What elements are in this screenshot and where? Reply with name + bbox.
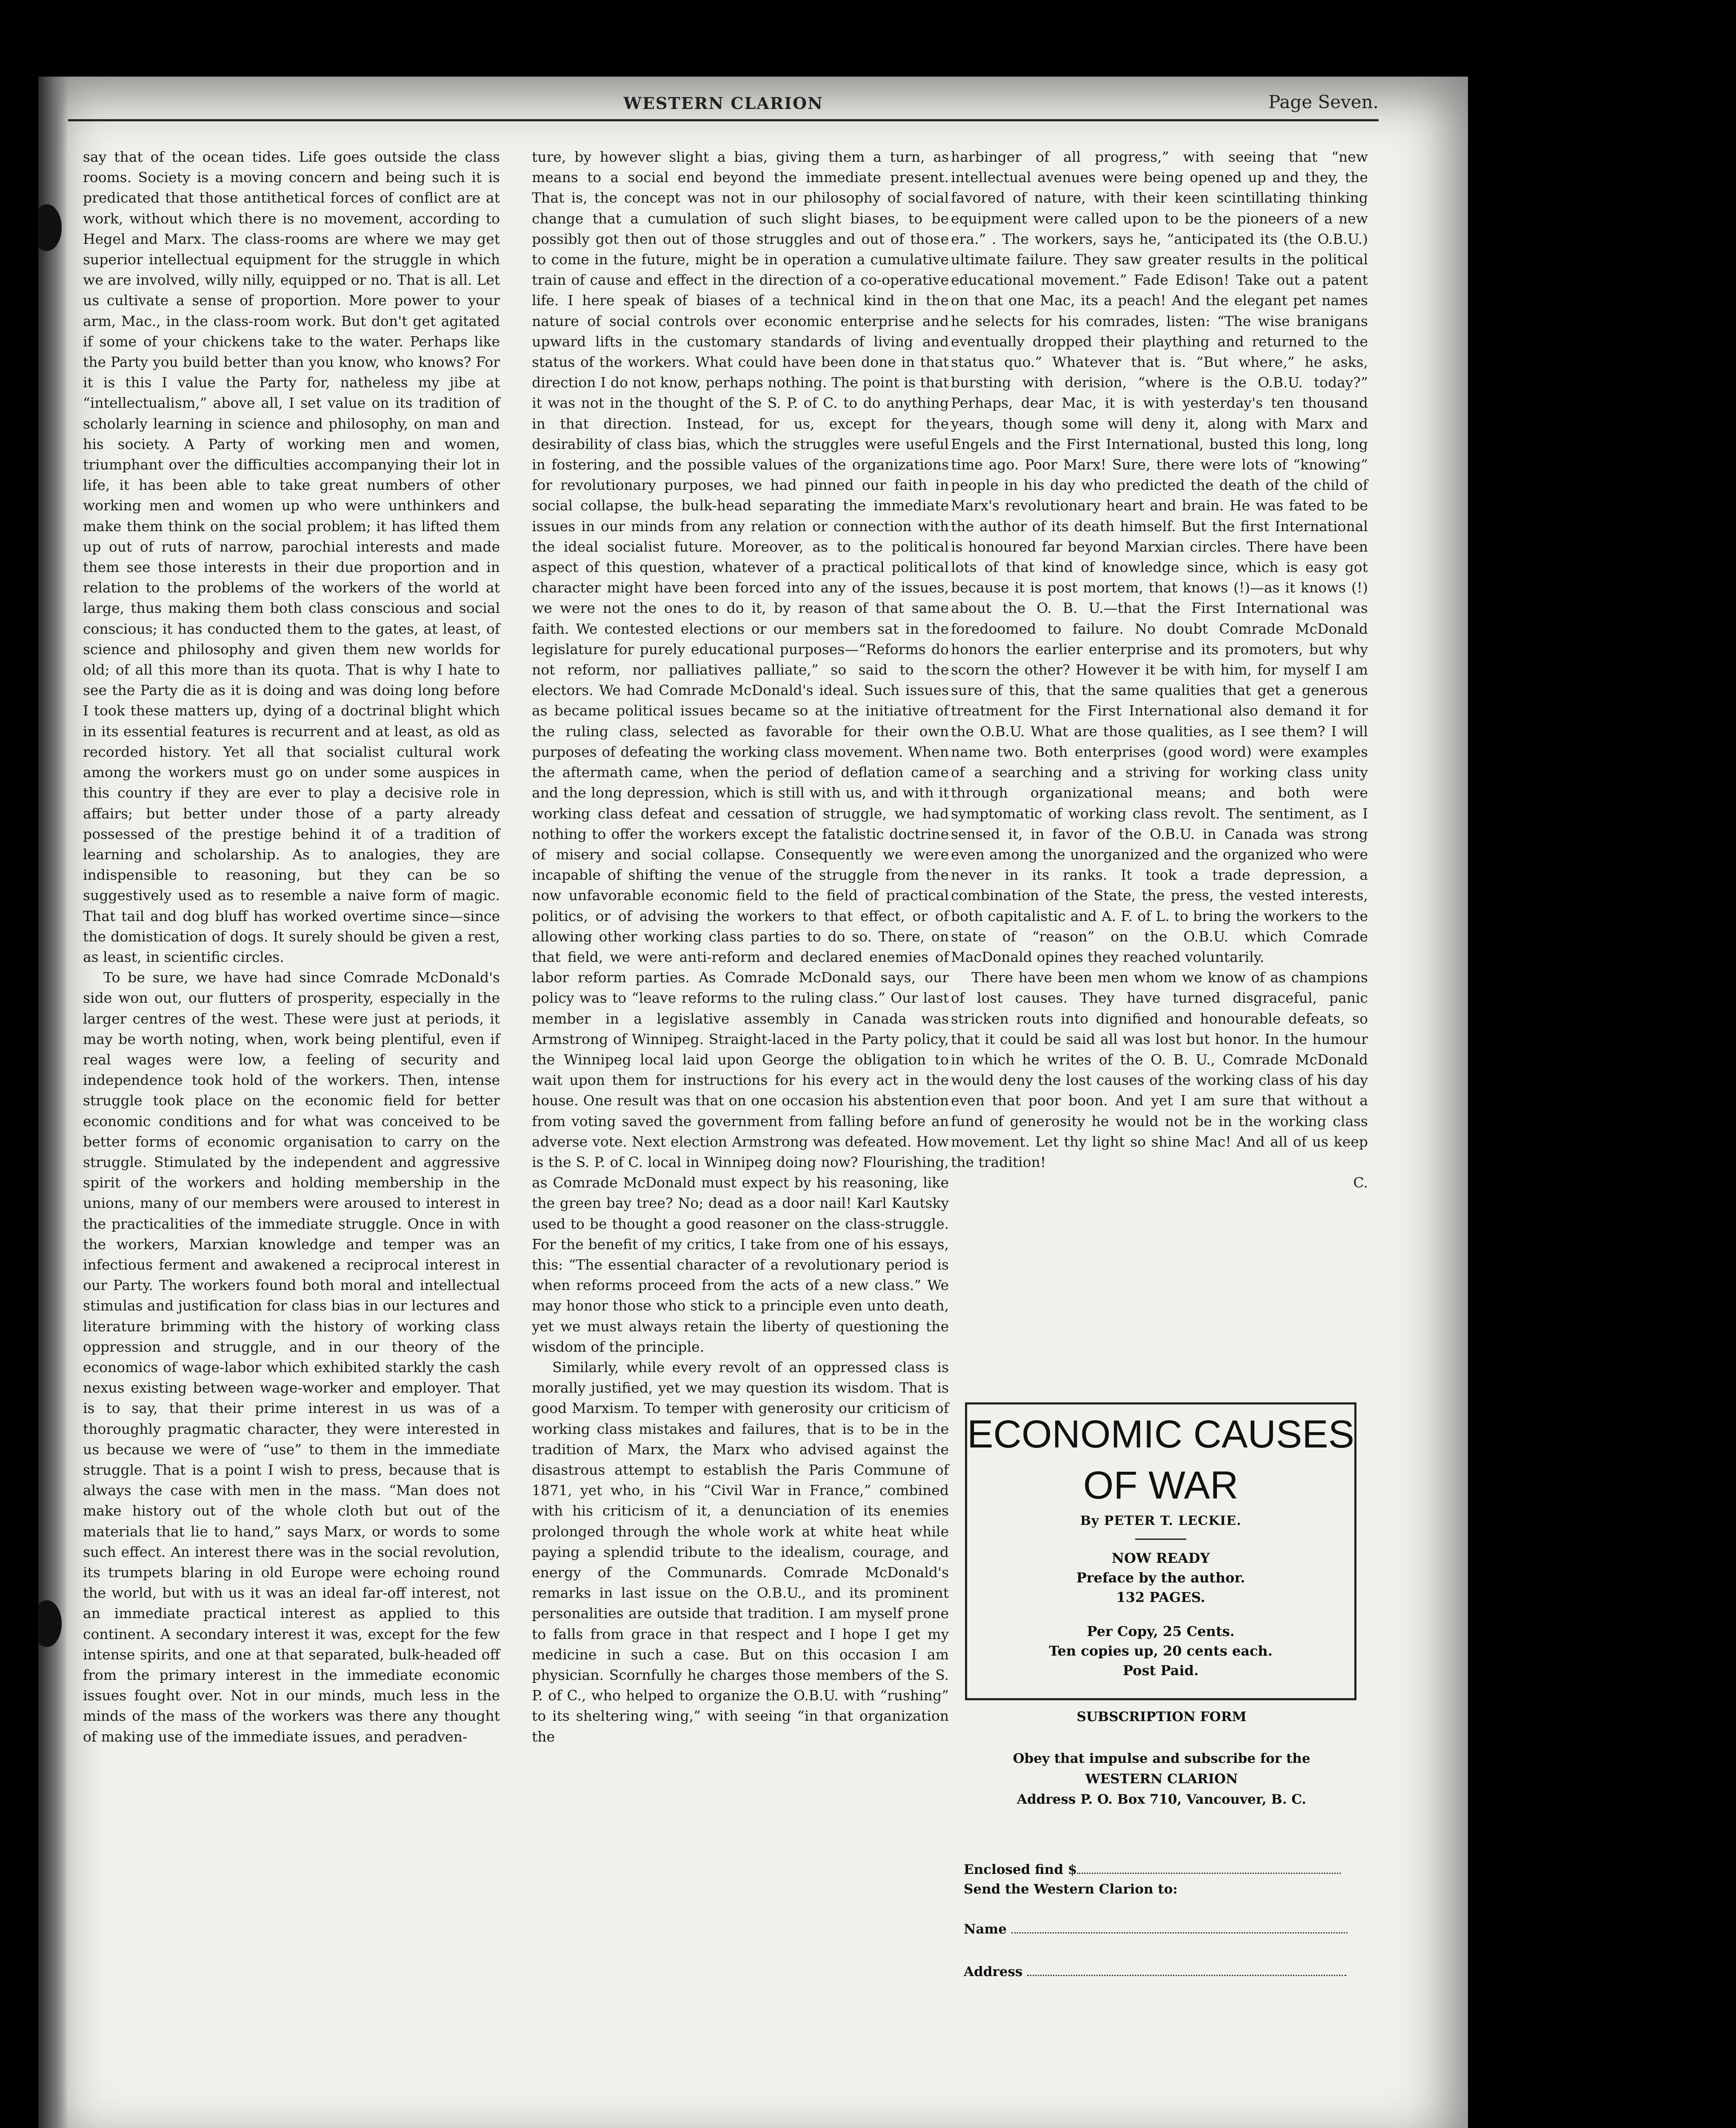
ad-pages: 132 PAGES.: [1116, 1589, 1205, 1605]
article-paragraph: ture, by however slight a bias, giving them a turn, as means to a social end beyond the immediate present. That is, the concept was not in our philosophy of social change that a cumulation of such slight biases, to be possibly got then out of those struggles and out of those to come in the future, might be in operation a cumulative train of cause and effect in the direction of a co-operative life. I here speak of biases of a technical kind in the nature of social controls over economic enterprise and upward lifts in the customary standards of living and status of the workers. What could have been done in that direction I do not know, perhaps nothing. The point is that it was not in the thought of the S. P. of C. to do anything in that direction. Instead, for us, except for the desirability of class bias, which the struggles were useful in fostering, and the possible values of the organizations for revolutionary purposes, we had pinned our faith in social collapse, the bulk-head separating the immediate issues in our minds from any relation or connection with the ideal socialist future. Moreover, as to the political aspect of this question, whatever of a practical political character might have been forced into any of the issues, we were not the ones to do it, by reason of that same faith. We contested elections or our members sat in the legislature for purely educational purposes—“Reforms do not reform, nor palliatives palliate,” so said to the electors. We had Comrade McDonald's ideal. Such issues as became political issues became so at the initiative of the ruling class, selected as favorable for their own purposes of defeating the working class movement. When the aftermath came, when the period of deflation came and the long depression, which is still with us, and with it working class defeat and cessation of struggle, we had nothing to offer the workers except the fatalistic doctrine of misery and social collapse. Consequently we were incapable of shifting the venue of the struggle from the now unfavorable economic field to the field of practical politics, or of advising the workers to that effect, or of allowing other working class parties to do so. There, on that field, we were anti-reform and declared enemies of labor reform parties. As Comrade McDonald says, our policy was to “leave reforms to the ruling class.” Our last member in a legislative assembly in Canada was Armstrong of Winnipeg. Straight-laced in the Party policy, the Winnipeg local laid upon George the obligation to wait upon them for instructions for his every act in the house. One result was that on one occasion his abstention from voting saved the government from falling before an adverse vote. Next election Armstrong was defeated. How is the S. P. of C. local in Winnipeg doing now? Flourishing, as Comrade McDonald must expect by his reasoning, like the green bay tree? No; dead as a door nail! Karl Kautsky used to be thought a good reasoner on the class-struggle. For the benefit of my critics, I take from one of his essays, this: “The essential character of a revolutionary period is when reforms proceed from the acts of a new class.” We may honor those who stick to a principle even unto death, yet we must always retain the liberty of questioning the wisdom of the principle.: [532, 149, 949, 1355]
name-row: [964, 1919, 1359, 1939]
page-number: Page Seven.: [1268, 92, 1379, 112]
article-paragraph: To be sure, we have had since Comrade McDonald's side won out, our flutters of prosperity, especially in the larger centres of the west. These were just at periods, it may be worth noting, when, work being plentiful, even if real wages were low, a feeling of security and independence took hold of the workers. Then, intense struggle took place on the economic field for better economic conditions and for what was conceived to be better forms of economic organisation to carry on the struggle. Stimulated by the independent and aggressive spirit of the workers and holding membership in the unions, many of our members were aroused to interest in the practicalities of the immediate struggle. Once in with the workers, Marxian knowledge and temper was an infectious ferment and awakened a reciprocal interest in our Party. The workers found both moral and intellectual stimulas and justification for class bias in our lectures and literature brimming with the history of working class oppression and struggle, and in our theory of the economics of wage-labor which exhibited starkly the cash nexus existing between wage-worker and employer. That is to say, that their prime interest in us was of a thoroughly pragmatic character, they were interested in us because we were of “use” to them in the immediate struggle. That is a point I wish to press, because that is always the case with men in the mass. “Man does not make history out of the whole cloth but out of the materials that lie to hand,” says Marx, or words to some such effect. An interest there was in the social revolution, its trumpets blaring in old Europe were echoing round the world, but with us it was an ideal far-off interest, not an immediate practical interest as applied to this continent. A secondary interest it was, except for the few intense spirits, and one at that separated, bulk-headed off from the primary interest in the immediate economic issues fought over. Not in our minds, much less in the minds of the mass of the workers was there any thought of making use of the immediate issues, and peradven-: [83, 969, 500, 1745]
enclosed-row: [964, 1860, 1359, 1879]
name-label: Name: [964, 1922, 1007, 1937]
subscription-line-1: Obey that impulse and subscribe for the: [1013, 1751, 1311, 1766]
book-advertisement: [965, 1402, 1356, 1700]
address-label: Address: [964, 1964, 1023, 1979]
ad-postage: Post Paid.: [1122, 1662, 1199, 1679]
ad-title-line-2: OF WAR: [1083, 1464, 1239, 1507]
ad-status: NOW READY: [1111, 1550, 1210, 1566]
binding-shadow: [38, 77, 68, 2128]
ad-preface: Preface by the author.: [1076, 1570, 1245, 1586]
article-paragraph: Similarly, while every revolt of an oppressed class is morally justified, yet we may question its wisdom. That is good Marxism. To temper with generosity our criticism of working class mistakes and failures, that is to be in the tradition of Marx, the Marx who advised against the disastrous attempt to establish the Paris Commune of 1871, yet who, in his “Civil War in France,” combined with his criticism of it, a denunciation of its enemies prolonged through the whole work at white heat while paying a splendid tribute to the idealism, courage, and energy of the Communards. Comrade McDonald's remarks in last issue on the O.B.U., and its prominent personalities are outside that tradition. I am myself prone to falls from grace in that respect and I hope I get my medicine in such a case. But on this occasion I am physician. Scornfully he charges those members of the S. P. of C., who helped to organize the O.B.U. with “rushing” to its sheltering wing,” with seeing “in that organization the: [532, 1359, 949, 1745]
ad-title-line-1: ECONOMIC CAUSES: [967, 1413, 1354, 1456]
send-to-row: [964, 1879, 1359, 1899]
address-row: [964, 1962, 1359, 1982]
subscription-line-3: Address P. O. Box 710, Vancouver, B. C.: [1016, 1792, 1307, 1807]
ad-price-bulk: Ten copies up, 20 cents each.: [1049, 1643, 1273, 1659]
ad-author: By PETER T. LECKIE.: [1080, 1513, 1242, 1528]
newspaper-name: WESTERN CLARION: [623, 94, 823, 113]
enclosed-amount-field[interactable]: [1077, 1860, 1341, 1874]
article-column-3: [951, 147, 1368, 1193]
article-column-2: [532, 147, 949, 1747]
page-header: [68, 89, 1379, 121]
name-field[interactable]: [1011, 1919, 1348, 1934]
ad-divider: [1135, 1539, 1186, 1540]
subscription-line-2: WESTERN CLARION: [1085, 1771, 1238, 1787]
article-signature: C.: [1353, 1174, 1368, 1191]
subscription-heading: SUBSCRIPTION FORM: [1076, 1709, 1247, 1725]
article-column-1: [83, 147, 500, 1747]
article-paragraph: say that of the ocean tides. Life goes outside the class rooms. Society is a moving concern and being such it is predicated that those antithetical forces of conflict are at work, without which there is no movement, according to Hegel and Marx. The class-rooms are where we may get superior intellectual equipment for the struggle in which we are involved, willy nilly, equipped or no. That is all. Let us cultivate a sense of proportion. More power to your arm, Mac., in the class-room work. But don't get agitated if some of your chickens take to the water. Perhaps like the Party you build better than you know, who knows? For it is this I value the Party for, natheless my jibe at “intellectualism,” above all, I set value on its tradition of scholarly learning in science and philosophy, on man and his society. A Party of working men and women, triumphant over the difficulties accompanying their lot in life, it has been able to take great numbers of other working men and women up who were unthinkers and make them think on the social problem; it has lifted them up out of ruts of narrow, parochial interests and made them see those interests in their due proportion and in relation to the problems of the workers of the world at large, thus making them both class conscious and social conscious; it has conducted them to the gates, at least, of science and philosophy and given them new worlds for old; of all this more than its quota. That is why I hate to see the Party die as it is doing and was doing long before I took these matters up, dying of a doctrinal blight which in its essential features is recurrent and at least, as old as recorded history. Yet all that socialist cultural work among the workers must go on under some auspices in this country if they are ever to play a decisive role in affairs; but better under those of a party already possessed of the prestige behind it of a tradition of learning and scholarship. As to analogies, they are indispensible to reasoning, but they can be so suggestively used as to resemble a naive form of magic. That tail and dog bluff has worked overtime since—since the domistication of dogs. It surely should be given a rest, as least, in scientific circles.: [83, 149, 500, 965]
send-to-label: Send the Western Clarion to:: [964, 1882, 1178, 1897]
article-paragraph: There have been men whom we know of as champions of lost causes. They have turned disgraceful, panic stricken routs into dignified and honourable defeats, so that it could be said all was lost but honor. In the humour in which he writes of the O. B. U., Comrade McDonald would deny the lost causes of the working class of his day even that poor boon. And yet I am sure that without a fund of generosity he would not be in the working class movement. Let thy light so shine Mac! And all of us keep the tradition!: [951, 969, 1368, 1170]
enclosed-label: Enclosed find $: [964, 1862, 1077, 1877]
ad-price-single: Per Copy, 25 Cents.: [1087, 1623, 1235, 1639]
address-field[interactable]: [1027, 1962, 1346, 1976]
article-paragraph: harbinger of all progress,” with seeing that “new intellectual avenues were being opened up and they, the favored of nature, with their keen scintillating thinking equipment were called upon to be the pioneers of a new era.” . The workers, says he, “anticipated its (the O.B.U.) ultimate failure. They saw greater results in the political educational movement.” Fade Edison! Take out a patent on that one Mac, its a peach! And the elegant pet names he selects for his comrades, listen: “The wise branigans eventually dropped their plaything and returned to the status quo.” Whatever that is. “But where,” he asks, bursting with derision, “where is the O.B.U. today?” Perhaps, dear Mac, it is with yesterday's ten thousand years, though some will deny it, along with Marx and Engels and the First International, busted this long, long time ago. Poor Marx! Sure, there were lots of “knowing” people in his day who predicted the death of the child of Marx's revolutionary heart and brain. He was fated to be the author of its death himself. But the first International is honoured far beyond Marxian circles. There have been lots of that kind of knowledge since, which is easy got because it is post mortem, that knows (!)—as it knows (!) about the O. B. U.—that the First International was foredoomed to failure. No doubt Comrade McDonald honors the earlier enterprise and its promoters, but why scorn the other? However it be with him, for myself I am sure of this, that the same qualities that get a generous treatment for the First International also demand it for the O.B.U. What are those qualities, as I see them? I will name two. Both enterprises (good word) were examples of a searching and a striving for working class unity through organizational means; and both were symptomatic of working class revolt. The sentiment, as I sensed it, in favor of the O.B.U. in Canada was strong even among the unorganized and the organized who were never in its ranks. It took a trade depression, a combination of the State, the press, the vested interests, both capitalistic and A. F. of L. to bring the workers to the state of “reason” on the O.B.U. which Comrade MacDonald opines they reached voluntarily.: [951, 149, 1368, 965]
